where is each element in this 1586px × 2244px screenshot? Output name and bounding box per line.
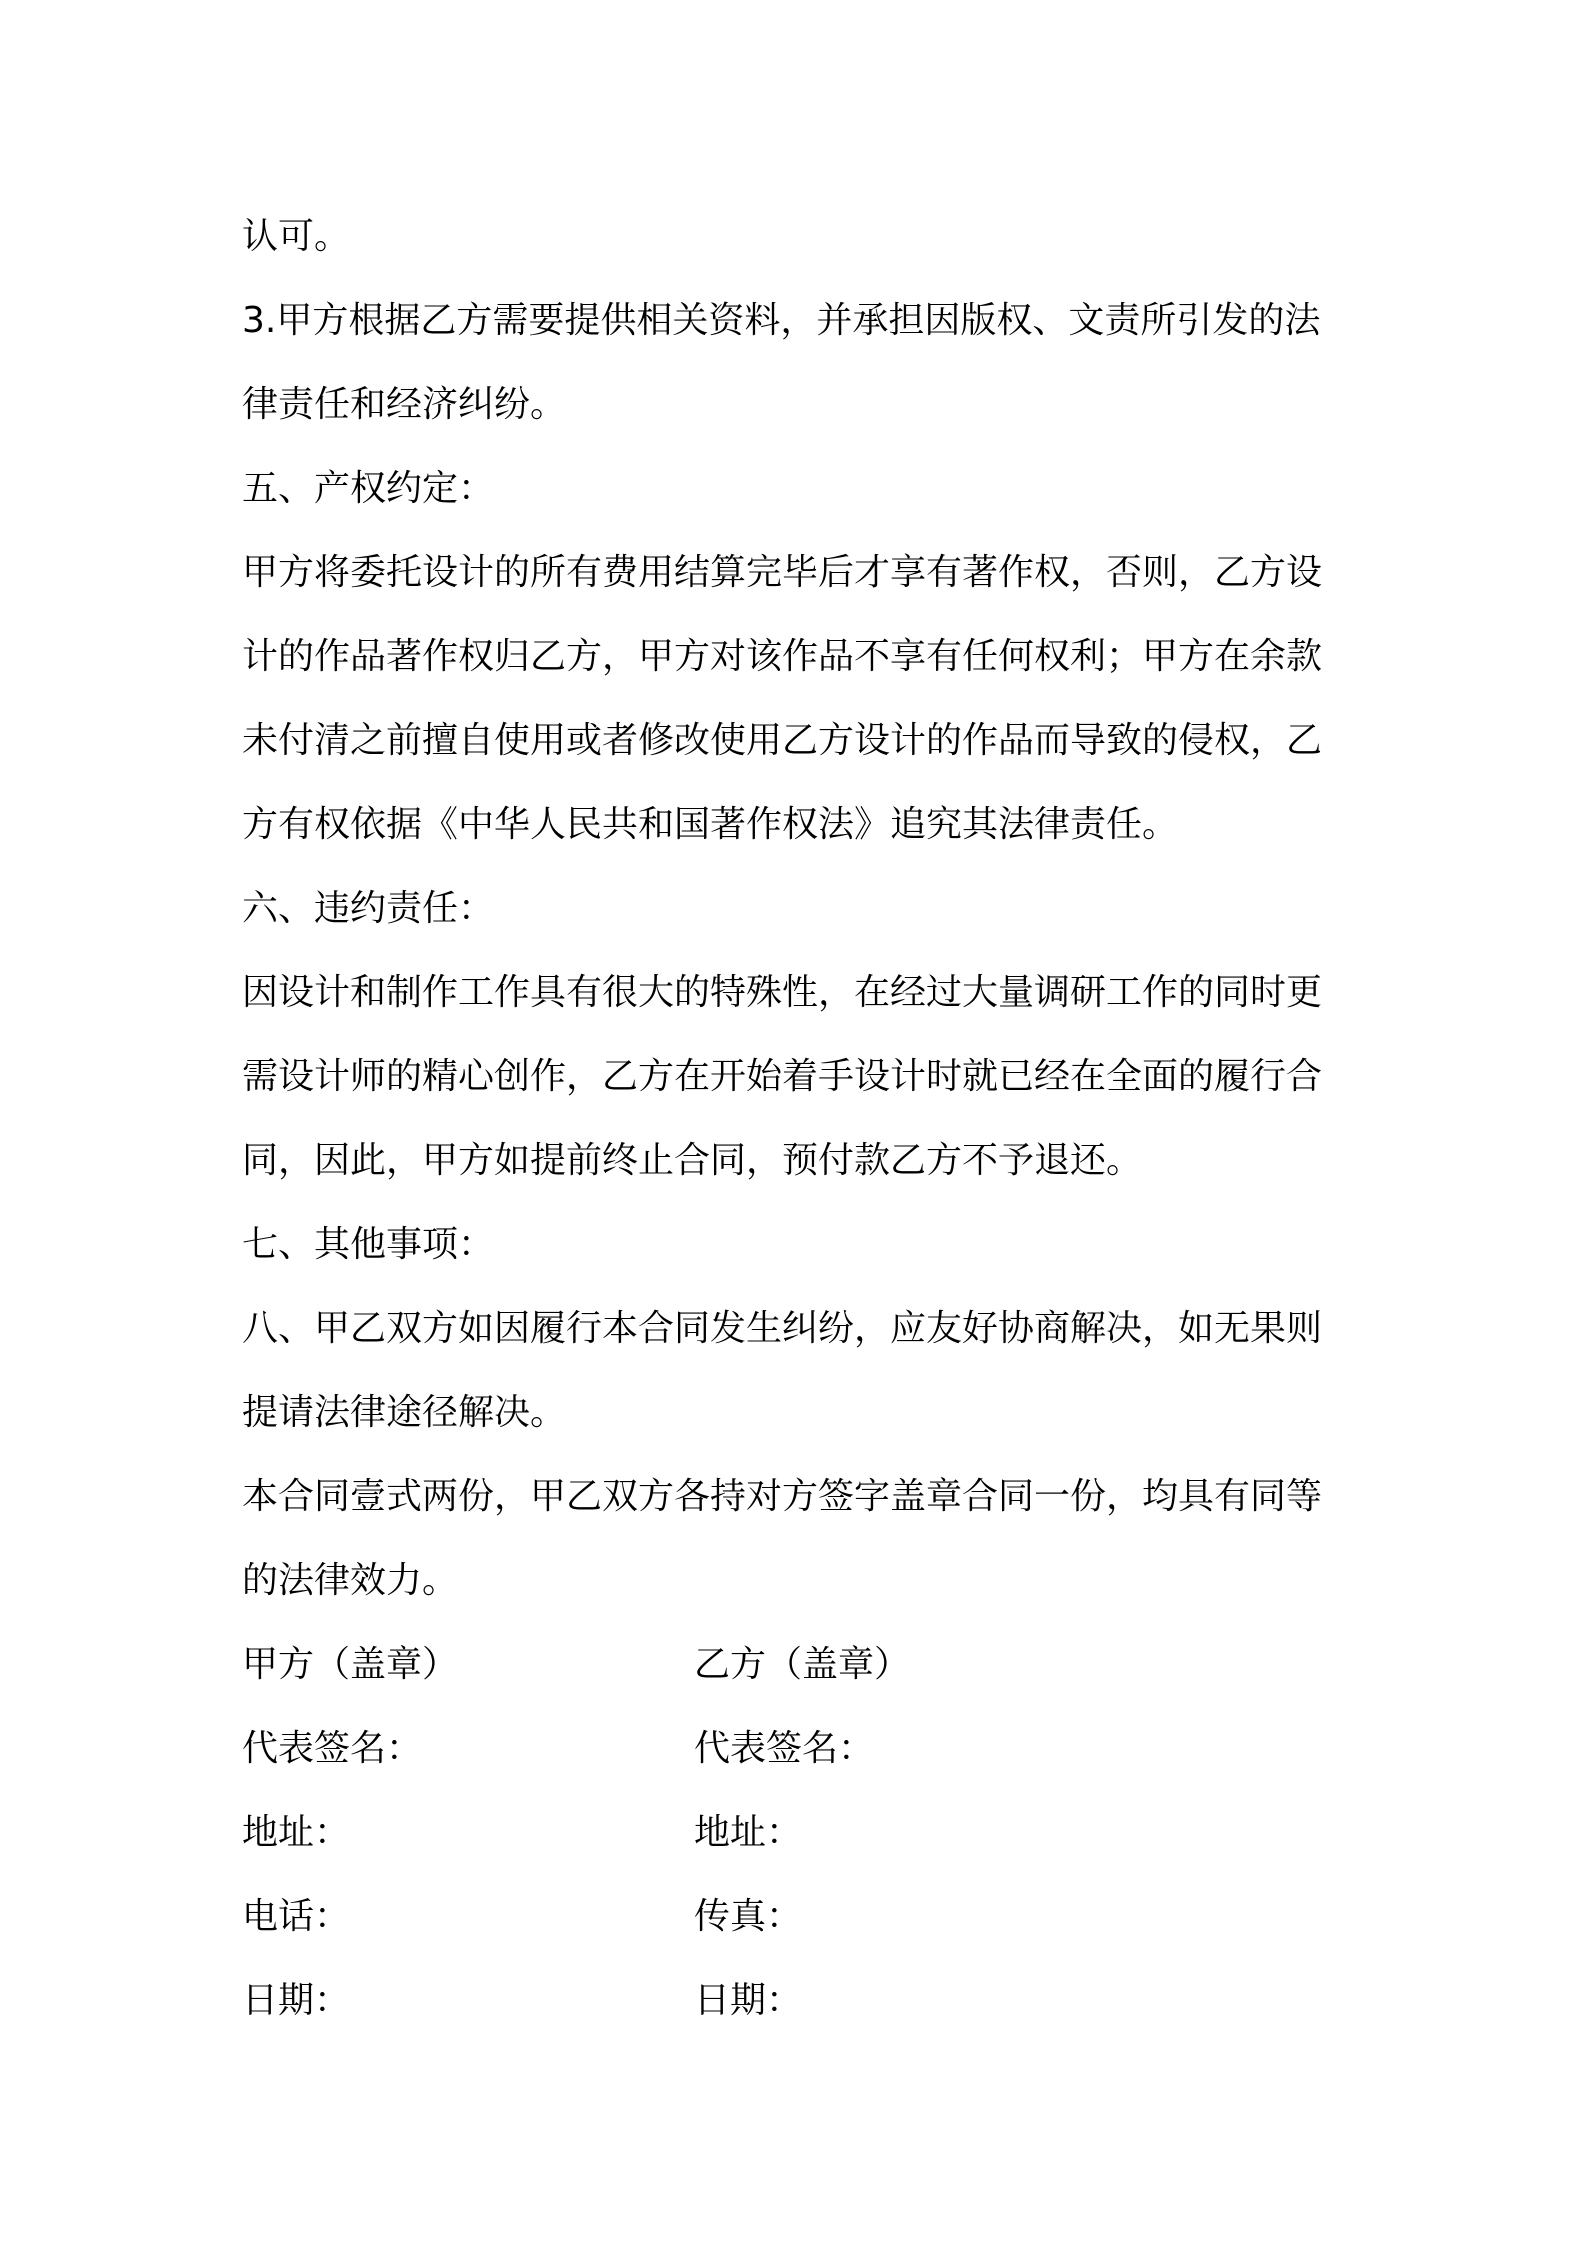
party-a-seal-label: 甲方（盖章） [242, 1644, 459, 1685]
signature-row [242, 1875, 1362, 1959]
text-line: 认可。 [242, 216, 351, 257]
text-line: 本合同壹式两份，甲乙双方各持对方签字盖章合同一份，均具有同等 [242, 1476, 1323, 1517]
party-b-date-label: 日期： [694, 1980, 803, 2021]
text-line: 3.甲方根据乙方需要提供相关资料，并承担因版权、文责所引发的法 [242, 300, 1321, 341]
party-a-date-label: 日期： [242, 1980, 351, 2021]
text-line: 的法律效力。 [242, 1560, 459, 1601]
text-line: 同，因此，甲方如提前终止合同，预付款乙方不予退还。 [242, 1140, 1143, 1181]
contract-body [242, 195, 1362, 2043]
text-line: 八、甲乙双方如因履行本合同发生纠纷，应友好协商解决，如无果则 [242, 1308, 1323, 1349]
party-b-seal-label: 乙方（盖章） [694, 1644, 911, 1685]
signature-row [242, 1707, 1362, 1791]
party-a-phone-label: 电话： [242, 1896, 351, 1937]
text-line: 方有权依据《中华人民共和国著作权法》追究其法律责任。 [242, 804, 1179, 845]
text-line: 甲方将委托设计的所有费用结算完毕后才享有著作权，否则，乙方设 [242, 552, 1323, 593]
party-b-address-label: 地址： [694, 1812, 803, 1853]
text-line: 提请法律途径解决。 [242, 1392, 567, 1433]
section-heading-other-matters: 七、其他事项： [242, 1224, 495, 1265]
text-line: 需设计师的精心创作，乙方在开始着手设计时就已经在全面的履行合 [242, 1056, 1323, 1097]
signature-row [242, 1623, 1362, 1707]
text-line: 计的作品著作权归乙方，甲方对该作品不享有任何权利；甲方在余款 [242, 636, 1323, 677]
text-line: 律责任和经济纠纷。 [242, 384, 567, 425]
party-b-representative-label: 代表签名： [694, 1728, 875, 1769]
party-a-address-label: 地址： [242, 1812, 351, 1853]
text-line: 因设计和制作工作具有很大的特殊性，在经过大量调研工作的同时更 [242, 972, 1323, 1013]
section-heading-breach-liability: 六、违约责任： [242, 888, 495, 929]
party-a-representative-label: 代表签名： [242, 1728, 423, 1769]
signature-row [242, 1791, 1362, 1875]
signature-row [242, 1959, 1362, 2043]
section-heading-property-rights: 五、产权约定： [242, 468, 495, 509]
party-b-fax-label: 传真： [694, 1896, 803, 1937]
text-line: 未付清之前擅自使用或者修改使用乙方设计的作品而导致的侵权，乙 [242, 720, 1323, 761]
